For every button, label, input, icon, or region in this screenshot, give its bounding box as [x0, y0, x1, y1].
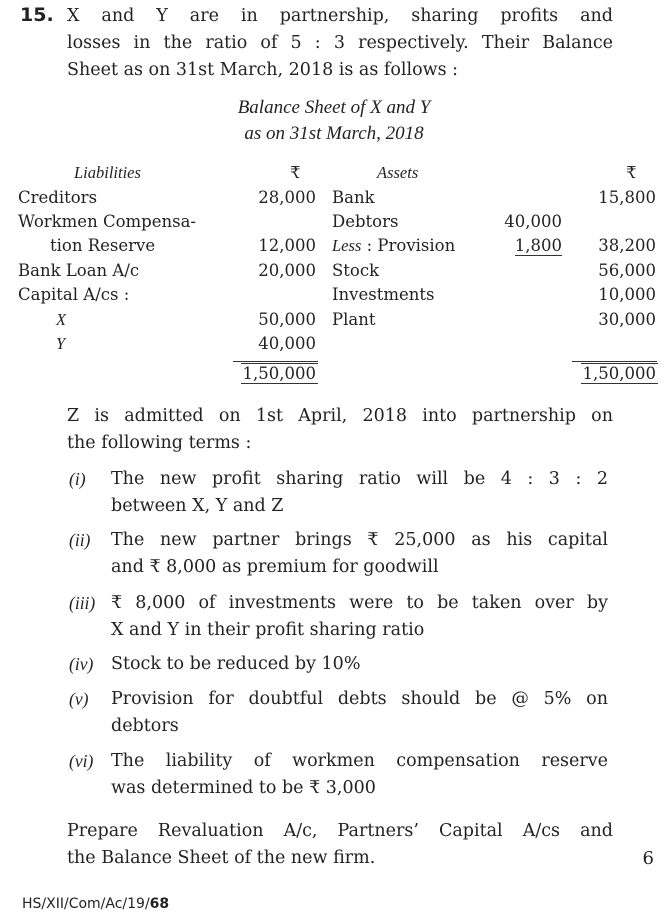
asset-label-less [332, 236, 455, 256]
liability-label: Y [56, 334, 66, 353]
liability-label: Workmen Compensa- [18, 212, 196, 231]
term-item [69, 466, 609, 520]
instruction-line: the Balance Sheet of the new firm. [67, 848, 376, 868]
marks: 6 [642, 848, 654, 869]
provision-amount: 1,800 [514, 236, 562, 255]
balance-sheet-subtitle: as on 31st March, 2018 [244, 123, 424, 144]
intro-line: X and Y are in partnership, sharing profits and [67, 6, 613, 26]
footer-code: HS/XII/Com/Ac/19/ [22, 896, 150, 912]
liabilities-total-value: 1,50,000 [242, 364, 316, 383]
term-number: (v) [69, 689, 89, 709]
balance-sheet-title: Balance Sheet of X and Y [237, 97, 431, 118]
term-number: (iii) [69, 593, 96, 613]
liability-label: Bank Loan A/c [18, 261, 140, 280]
question-number: 15. [20, 4, 54, 26]
liabilities-total [230, 364, 318, 383]
term-number: (ii) [69, 530, 91, 550]
assets-total [560, 364, 658, 383]
asset-amount: 10,000 [598, 285, 656, 304]
term-line: ₹ 8,000 of investments were to be taken over by [111, 593, 608, 613]
liability-amount: 50,000 [258, 310, 316, 329]
liability-amount: 28,000 [258, 188, 316, 207]
term-item [69, 651, 609, 678]
header-rupee-liabilities: ₹ [290, 163, 301, 182]
term-number: (vi) [69, 751, 94, 771]
term-line: between X, Y and Z [111, 496, 284, 516]
term-item [69, 527, 609, 581]
term-line: The new partner brings ₹ 25,000 as his capital [111, 530, 608, 550]
liability-label: X [56, 310, 67, 329]
assets-total-rule [572, 361, 657, 362]
term-item [69, 748, 609, 802]
asset-inner-amount: 40,000 [504, 212, 562, 231]
asset-label: Plant [332, 310, 376, 329]
provision-label: : Provision [366, 236, 456, 255]
liability-label: tion Reserve [50, 236, 156, 255]
asset-label: Bank [332, 188, 375, 207]
term-line: The new profit sharing ratio will be 4 : 3 : 2 [111, 469, 608, 489]
liability-amount: 20,000 [258, 261, 316, 280]
term-item [69, 590, 609, 644]
page-footer [22, 896, 169, 912]
term-item [69, 686, 609, 740]
asset-amount: 56,000 [598, 261, 656, 280]
term-line: The liability of workmen compensation reserve [111, 751, 608, 771]
intro-line: Sheet as on 31st March, 2018 is as follows : [67, 60, 459, 80]
liability-label: Creditors [18, 188, 98, 207]
liability-amount: 12,000 [258, 236, 316, 255]
less-label: Less [332, 236, 362, 255]
term-line: was determined to be ₹ 3,000 [111, 778, 376, 798]
term-number: (i) [69, 469, 86, 489]
header-rupee-assets: ₹ [626, 163, 637, 182]
asset-amount: 38,200 [598, 236, 656, 255]
admission-paragraph [67, 403, 613, 457]
admission-line: the following terms : [67, 433, 252, 453]
asset-amount: 30,000 [598, 310, 656, 329]
assets-total-value: 1,50,000 [582, 364, 656, 383]
header-liabilities: Liabilities [74, 163, 141, 182]
question-intro [67, 3, 613, 84]
term-number: (iv) [69, 654, 94, 674]
footer-page-number: 68 [149, 896, 170, 912]
instruction-paragraph [67, 818, 613, 872]
term-line: Stock to be reduced by 10% [111, 654, 361, 674]
asset-label: Debtors [332, 212, 399, 231]
term-line: debtors [111, 716, 179, 736]
term-line: X and Y in their profit sharing ratio [111, 620, 425, 640]
asset-inner-amount [480, 236, 562, 255]
header-assets: Assets [377, 163, 419, 182]
term-line: and ₹ 8,000 as premium for goodwill [111, 557, 439, 577]
term-line: Provision for doubtful debts should be @ 5% on [111, 689, 608, 709]
intro-line: losses in the ratio of 5 : 3 respectively. Their Balance [67, 33, 613, 53]
liability-label: Capital A/cs : [18, 285, 130, 304]
asset-amount: 15,800 [598, 188, 656, 207]
liability-amount: 40,000 [258, 334, 316, 353]
liabilities-total-rule [233, 361, 318, 362]
asset-label: Stock [332, 261, 380, 280]
admission-line: Z is admitted on 1st April, 2018 into partnership on [67, 406, 613, 426]
asset-label: Investments [332, 285, 435, 304]
instruction-line: Prepare Revaluation A/c, Partners’ Capital A/cs and [67, 821, 613, 841]
